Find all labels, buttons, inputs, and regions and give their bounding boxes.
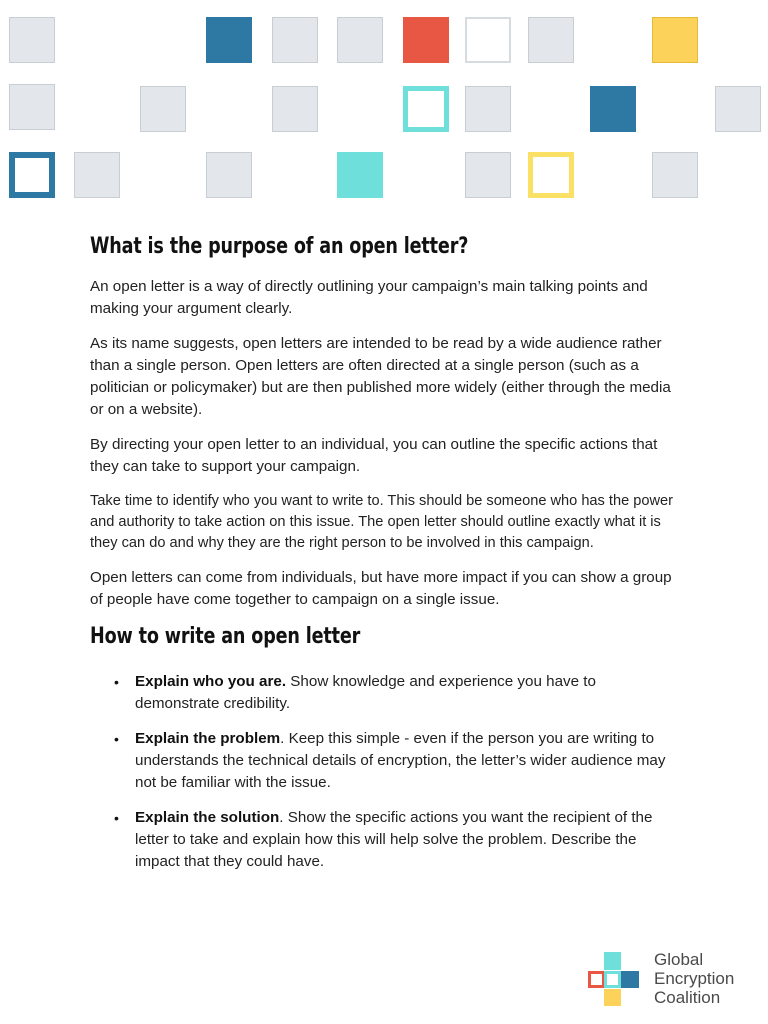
list-item-text: Show knowledge and experience you have to demonstrate credibility. [135,673,596,712]
steps-list [90,671,682,873]
deco-square [465,17,511,63]
deco-square [74,152,120,198]
paragraph: Open letters can come from individuals, but have more impact if you can show a group of people have come together to campaign on a single issue. [90,569,672,608]
list-item-heading: Explain the problem [135,730,281,747]
main-content [90,234,682,886]
logo-wordmark [654,950,734,1007]
deco-square [403,86,449,132]
paragraph: Take time to identify who you want to write to. This should be someone who has the power and authority to take action on this issue. The open letter should outline exactly what it is they can do and why they are the right person to be involved in this campaign. [90,493,673,551]
deco-square [652,152,698,198]
deco-square [140,86,186,132]
bullet-icon: • [114,810,119,826]
logo-text-line: Coalition [654,988,721,1007]
list-item-heading: Explain who you are. [135,673,287,690]
deco-square [9,84,55,130]
deco-square [337,17,383,63]
list-item-text: . Keep this simple - even if the person you are writing to understands the technical details of encryption, the letter’s wider audience may not be familiar with the issue. [135,730,666,791]
deco-square [590,86,636,132]
list-item [90,728,682,794]
deco-square [528,152,574,198]
paragraph: By directing your open letter to an individual, you can outline the specific actions that they can take to support your campaign. [90,436,658,475]
list-item-text: . Show the specific actions you want the recipient of the letter to take and explain how this will help solve the problem. Describe the impact that they could have. [135,809,653,870]
deco-square [403,17,449,63]
deco-square [528,17,574,63]
paragraph: As its name suggests, open letters are intended to be read by a wide audience rather than a single person. Open letters are often directed at a single person (such as a politician or policymaker) but are then published more widely (either through the media or on a website). [90,335,671,418]
deco-square [652,17,698,63]
deco-square [272,86,318,132]
deco-square [465,152,511,198]
deco-square [9,17,55,63]
paragraph: An open letter is a way of directly outlining your campaign’s main talking points and making your argument clearly. [90,278,648,317]
list-item [90,671,682,715]
list-item [90,807,682,873]
list-item-heading: Explain the solution [135,809,280,826]
bullet-icon: • [114,674,119,690]
deco-square [337,152,383,198]
bullet-icon: • [114,731,119,747]
deco-square [9,152,55,198]
deco-square [272,17,318,63]
logo-text-line: Encryption [654,969,735,988]
decorative-square-pattern [0,0,768,210]
global-encryption-coalition-logo [588,952,758,1008]
deco-square [206,152,252,198]
deco-square [715,86,761,132]
deco-square [465,86,511,132]
section-heading-purpose: What is the purpose of an open letter? [90,234,469,259]
deco-square [206,17,252,63]
logo-text-line: Global [654,950,704,969]
section-heading-how-to: How to write an open letter [90,624,361,649]
